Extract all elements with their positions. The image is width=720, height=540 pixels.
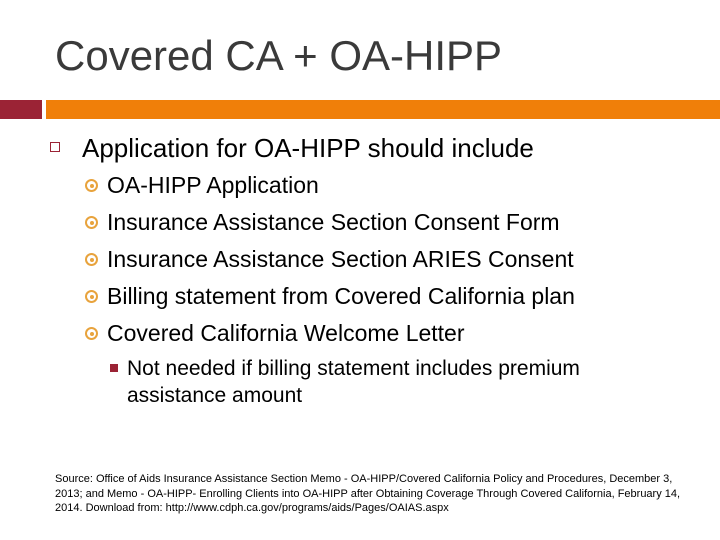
target-bullet-icon: [85, 253, 98, 266]
target-bullet-icon: [85, 216, 98, 229]
bullet-text: OA-HIPP Application: [107, 172, 319, 198]
source-citation: Source: Office of Aids Insurance Assistance Section Memo - OA-HIPP/Covered California Policy and Procedures, December 3, 2013; and Memo - OA-HIPP- Enrolling Clients into OA-HIPP after Obtaining Coverage Through Covered California, February 14, 2014. Download from: http://www.cdph.ca.gov/programs/aids/Pages/OAIAS.aspx: [55, 473, 681, 514]
accent-bar-maroon: [0, 100, 42, 119]
bullet-text: Covered California Welcome Letter: [107, 320, 465, 346]
square-bullet-icon: [50, 142, 60, 152]
bullet-text: Insurance Assistance Section ARIES Consent: [107, 246, 574, 272]
target-bullet-icon: [85, 290, 98, 303]
accent-bar-orange: [46, 100, 720, 119]
bullet-text: Not needed if billing statement includes premium assistance amount: [127, 357, 580, 407]
bullet-text: Application for OA-HIPP should include: [82, 133, 534, 163]
filled-square-bullet-icon: [110, 364, 118, 372]
target-bullet-icon: [85, 179, 98, 192]
bullet-text: Insurance Assistance Section Consent Form: [107, 209, 560, 235]
bullet-text: Billing statement from Covered California plan: [107, 283, 575, 309]
target-bullet-icon: [85, 327, 98, 340]
slide-title: Covered CA + OA-HIPP: [55, 32, 503, 79]
